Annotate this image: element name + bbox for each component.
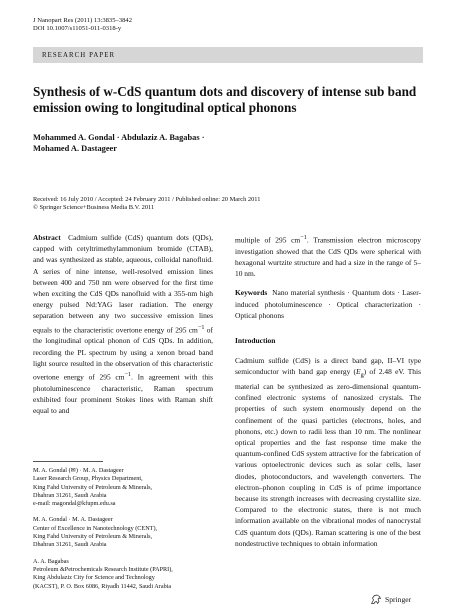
affiliations-block [33, 461, 213, 599]
abstract-text-2: of the longitudinal optical phonon of CdS QDs. In addition, recording the PL spectrum by using a xenon broad band light source resulted in the observation of this characteristic overtone energy of 295 cm [33, 325, 213, 382]
right-column [235, 232, 421, 549]
authors-line-2: Mohamed A. Dastageer [33, 144, 117, 153]
abstract-label: Abstract [33, 233, 61, 242]
affiliation-1 [33, 467, 213, 508]
affiliation-2-line: M. A. Gondal · M. A. Dastageer [33, 516, 113, 524]
affiliation-2-line: King Fahd University of Petroleum & Minerals, [33, 533, 153, 541]
publisher-name: Springer [385, 595, 412, 604]
affiliation-email[interactable]: e-mail: magondal@kfupm.edu.sa [33, 500, 116, 508]
copyright-line: © Springer Science+Business Media B.V. 2011 [33, 204, 155, 212]
abstract-paragraph [33, 232, 213, 416]
abstract-continuation [235, 232, 421, 279]
publisher-logo [370, 594, 411, 605]
journal-reference [33, 17, 132, 34]
keywords-label: Keywords [235, 288, 268, 298]
abstract-column [33, 232, 213, 416]
affiliation-3-line: A. A. Bagabas [33, 557, 69, 565]
affiliation-2 [33, 516, 213, 549]
journal-citation: J Nanopart Res (2011) 13:3835–3842 [33, 17, 133, 24]
author-list [33, 132, 428, 154]
affiliation-rule [33, 461, 103, 462]
affiliation-1-line: Dhahran 31261, Saudi Arabia [33, 491, 107, 499]
unit-superscript: −1 [197, 323, 205, 331]
publication-dates [33, 196, 428, 213]
affiliation-2-line: Center of Excellence in Nanotechnology (CENT), [33, 524, 158, 532]
introduction-text-1: Cadmium sulfide (CdS) is a direct band gap, II–VI type semiconductor with band gap energy ( [235, 356, 421, 377]
authors-line-1: Mohammed A. Gondal · Abdulaziz A. Bagabas · [33, 133, 205, 142]
affiliation-3 [33, 558, 213, 591]
affiliation-1-line: M. A. Gondal (✉) · M. A. Dastageer [33, 467, 124, 474]
history-dates: Received: 16 July 2010 / Accepted: 24 February 2011 / Published online: 20 March 2011 [33, 196, 261, 203]
affiliation-1-line: Laser Research Group, Physics Department, [33, 475, 143, 483]
energy-subscript: g [360, 371, 364, 379]
affiliation-2-line: Dhahran 31261, Saudi Arabia [33, 541, 107, 549]
unit-superscript: −1 [124, 370, 132, 378]
introduction-heading: Introduction [235, 335, 276, 345]
affiliation-3-line: (KACST), P. O. Box 6086, Riyadh 11442, Saudi Arabia [33, 582, 172, 590]
introduction-paragraph [235, 355, 421, 549]
affiliation-3-line: Petroleum &Petrochemicals Research Institute (PAPRI), [33, 565, 173, 573]
affiliation-1-line: King Fahd University of Petroleum & Minerals, [33, 483, 153, 491]
doi-line: DOI 10.1007/s11051-011-0318-y [33, 25, 122, 33]
abstract-text-3: . In agreement with this photoluminescence characteristic, Raman spectrum exhibited four prominent Stokes lines with Raman shift equal to and [33, 372, 213, 416]
unit-superscript: −1 [300, 234, 307, 241]
springer-horse-icon [370, 594, 382, 605]
keywords-text: Nano material synthesis · Quantum dots · Laser-induced photoluminescence · Optical characterization · Optical phonons [235, 288, 421, 320]
article-title: Synthesis of w-CdS quantum dots and discovery of intense sub band emission owing to longitudinal optical phonons [33, 84, 417, 115]
section-banner [33, 47, 423, 63]
energy-symbol: E [356, 367, 361, 377]
abstract-text-1: Cadmium sulfide (CdS) quantum dots (QDs), capped with cetyltrimethylammonium bromide (CTAB), and was synthesized as stable, aqueous, colloidal nanofluid. A series of nine intense, well-resolved emission lines between 400 and 750 nm were observed for the first time when exciting the CdS QDs nanofluid with a 355-nm high energy pulsed Nd:YAG laser radiation. The energy separation between any two successive emission lines equals to the characteristic overtone energy of 295 cm [33, 233, 213, 335]
abstract-continuation-text-1: multiple of 295 cm [235, 235, 301, 245]
abstract-continuation-text-2: . Transmission electron microscopy investigation showed that the CdS QDs were spherical with hexagonal wurtzite structure and had a size in the range of 5–10 nm. [235, 235, 421, 279]
keywords-paragraph [235, 287, 421, 321]
affiliation-3-line: King Abdulaziz City for Science and Technology [33, 574, 155, 582]
section-banner-label: RESEARCH PAPER [42, 51, 116, 59]
introduction-text-2: ) of 2.48 eV. This material can be synthesized as zero-dimensional quantum-confined electronic systems of nanosized crystals. The properties of such system enormously depend on the confinement of the quasi particles (electrons, holes, and phonons, etc.) down to radii less than 10 nm. The nonlinear optical properties and the fast response time make the quantum-confined CdS system attractive for the fabrication of various optoelectronic devices such as solar cells, laser diodes, photoconductors, and wavelength converters. The electron–phonon coupling in CdS is of prime importance because its strength increases with decreasing crystallite size. Compared to the electronic states, there is not much information available on the vibrational modes of nanocrystal CdS quantum dots (QDs). Raman scattering is one of the best nondestructive techniques to obtain information [235, 367, 421, 548]
